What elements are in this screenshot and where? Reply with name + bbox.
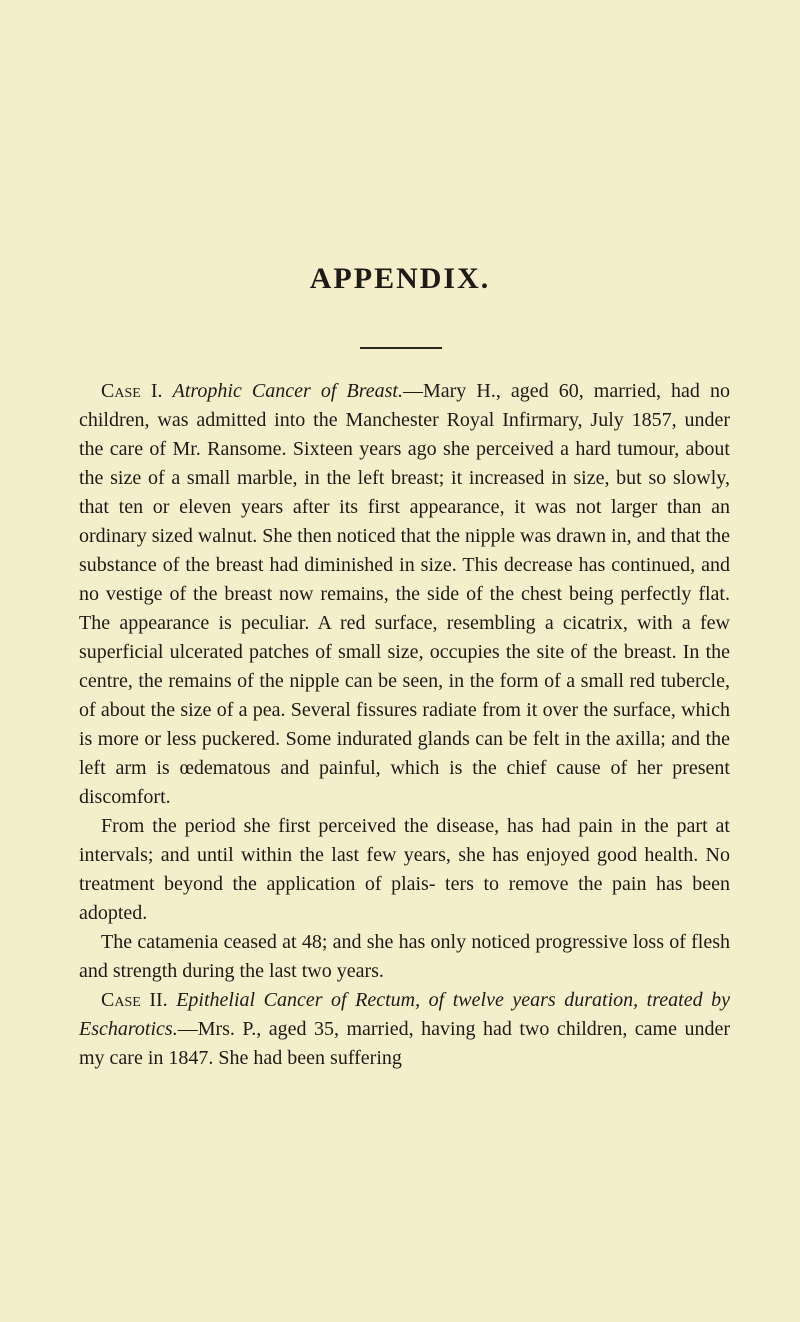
case-1-title: Atrophic Cancer of Breast.: [172, 380, 403, 402]
case-2-paragraph: [79, 986, 730, 1073]
title-divider: [360, 347, 442, 349]
case-1-paragraph: [79, 377, 730, 812]
appendix-body: [79, 377, 730, 1073]
case-1-catamenia-paragraph: The catamenia ceased at 48; and she has only noticed progressive loss of flesh and strength during the last two years.: [79, 931, 730, 982]
case-1-text: —Mary H., aged 60, married, had no children, was admitted into the Manchester Royal Infirmary, July 1857, under the care of Mr. Ransome. Sixteen years ago she perceived a hard tumour, about the size of a small marble, in the left breast; it increased in size, but so slowly, that ten or eleven years after its first appearance, it was not larger than an ordinary sized walnut. She then noticed that the nipple was drawn in, and that the substance of the breast had diminished in size. This decrease has continued, and no vestige of the breast now remains, the side of the chest being perfectly flat. The appearance is peculiar. A red surface, resembling a cicatrix, with a few superficial ulcerated patches of small size, occupies the site of the breast. In the centre, the remains of the nipple can be seen, in the form of a small red tubercle, of about the size of a pea. Several fissures radiate from it over the surface, which is more or less puckered. Some indurated glands can be felt in the axilla; and the left arm is œdematous and painful, which is the chief cause of her present discomfort.: [79, 380, 731, 808]
case-2-text: —Mrs. P., aged 35, married, having had two children, came under my care in 1847. She had been suffering: [79, 1018, 730, 1069]
case-1-label: Case I.: [101, 380, 163, 402]
case-1-pain-paragraph: From the period she first perceived the disease, has had pain in the part at intervals; and until within the last few years, she has enjoyed good health. No treatment beyond the application of plais- ters to remove the pain has been adopted.: [79, 815, 730, 924]
case-2-title: Epithelial Cancer of Rectum, of twelve years duration, treated by Escharotics.: [79, 989, 730, 1040]
page-title: APPENDIX.: [309, 262, 491, 295]
case-2-label: Case II.: [101, 989, 168, 1011]
